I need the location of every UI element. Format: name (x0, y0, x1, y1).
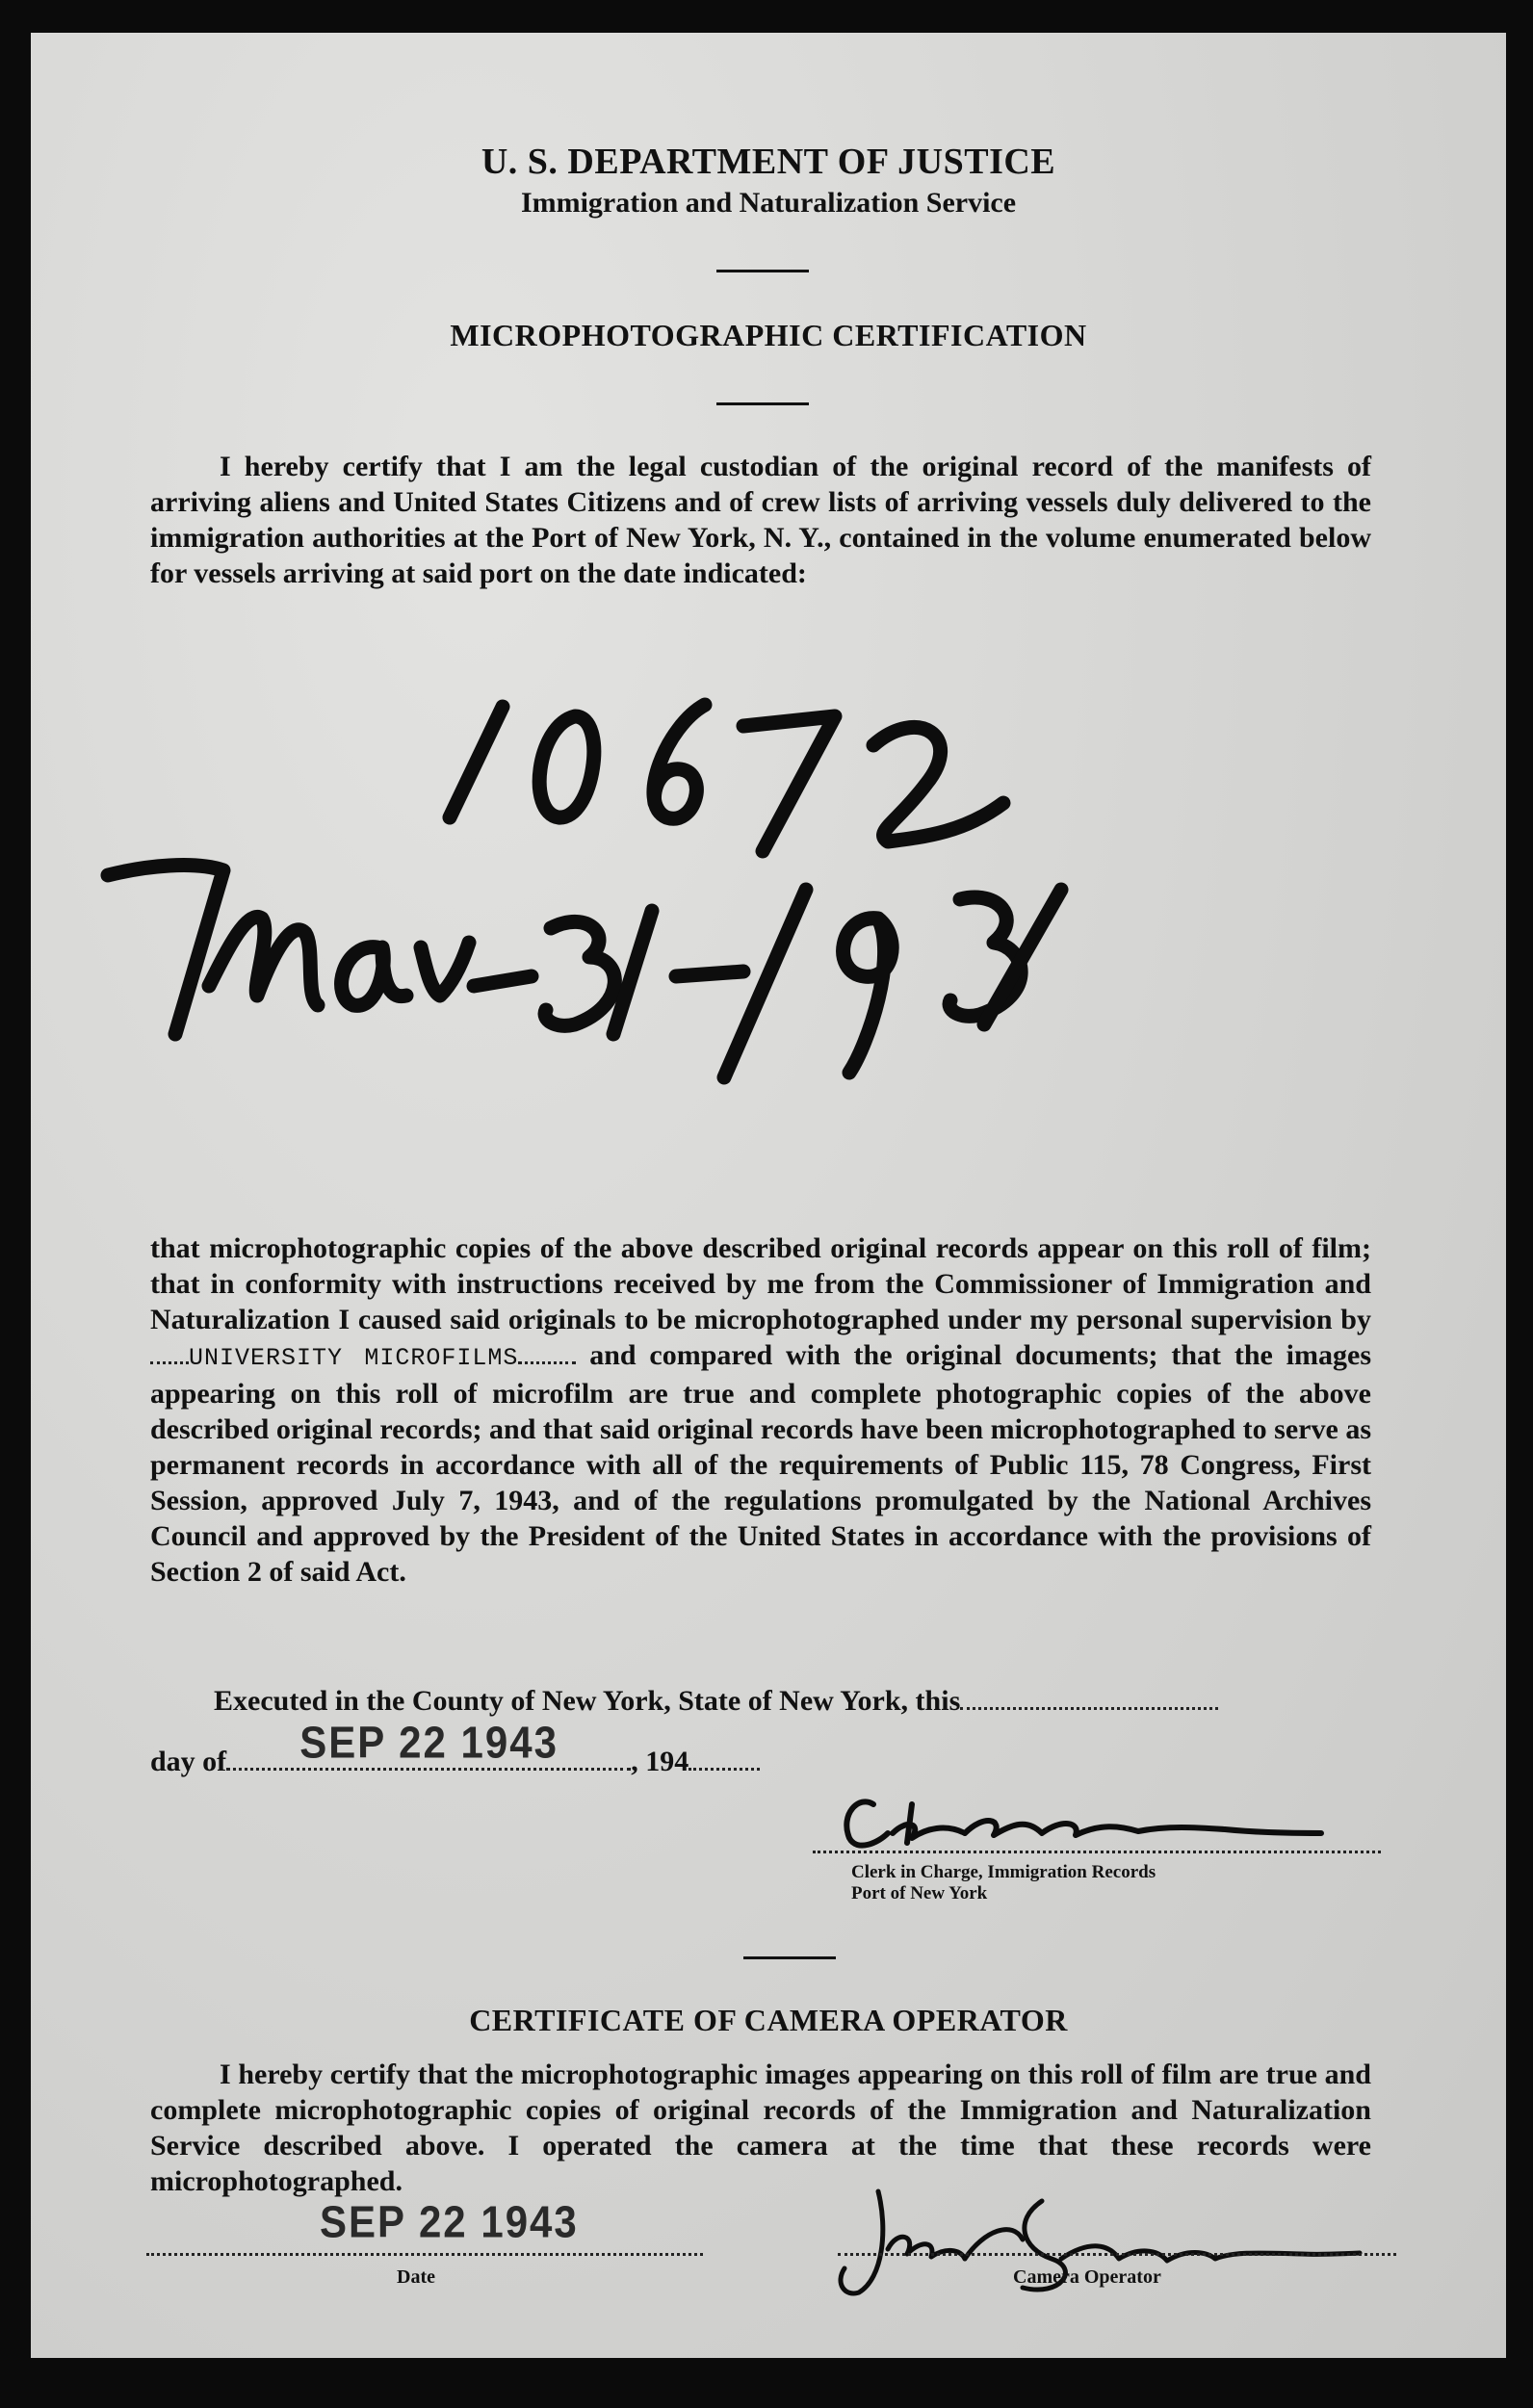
camera-certificate-title: CERTIFICATE OF CAMERA OPERATOR (469, 2003, 1068, 2037)
microphotography-statement (150, 1230, 1371, 1590)
fill-line (226, 1717, 631, 1771)
fill-line (689, 1747, 760, 1771)
executed-text: Executed in the County of New York, State of New York, this (214, 1685, 961, 1717)
date-stamp: SEP 22 1943 (320, 2196, 579, 2247)
clerk-signature (820, 1766, 1379, 1862)
divider (716, 270, 809, 272)
certification-title: MICROPHOTOGRAPHIC CERTIFICATION (450, 318, 1087, 352)
statement-text-before: that microphotographic copies of the above described original records appear on this roll of film; that in conformity with instructions received by me from the Commissioner of Immigration and Naturalization I caused said originals to be microphotographed under my personal supervision by (150, 1232, 1371, 1335)
operator-signature-line (838, 2253, 1396, 2256)
clerk-title: Clerk in Charge, Immigration Records (851, 1862, 1156, 1882)
camera-operator-statement: I hereby certify that the microphotographic images appearing on this roll of film are true and complete microphotographic copies of original records of the Immigration and Naturalization Service described above. I operated the camera at the time that these records were microphotographed. (150, 2058, 1371, 2197)
executed-line (214, 1685, 1218, 1718)
date-line (146, 2253, 703, 2256)
fill-line (960, 1686, 1218, 1710)
photographer-name: UNIVERSITY MICROFILMS (189, 1344, 519, 1372)
fill-line (518, 1342, 576, 1364)
certificate-document (31, 33, 1506, 2358)
custodian-statement: I hereby certify that I am the legal custodian of the original record of the manifests of arriving aliens and United States Citizens and of crew lists of arriving vessels duly delivered to the immigration authorities at the Port of New York, N. Y., contained in the volume enumerated below for vessels arriving at said port on the date indicated: (150, 451, 1371, 589)
date-stamp: SEP 22 1943 (299, 1717, 559, 1768)
fill-line (150, 1342, 189, 1364)
divider (716, 402, 809, 405)
camera-operator-label: Camera Operator (1013, 2266, 1161, 2288)
service-heading: Immigration and Naturalization Service (520, 187, 1017, 219)
statement-text-after: and compared with the original documents; that the images appearing on this roll of microfilm are true and complete photographic copies of the above described original records; and that said original records have been microphotographed to serve as permanent records in accordance with all of the requirements of Public 115, 78 Congress, First Session, approved July 7, 1943, and of the regulations promulgated by the National Archives Council and approved by the President of the United States in accordance with the provisions of Section 2 of said Act. (150, 1339, 1372, 1588)
agency-heading: U. S. DEPARTMENT OF JUSTICE (481, 142, 1056, 182)
year-prefix: , 194 (631, 1746, 689, 1777)
date-label: Date (397, 2266, 435, 2288)
divider (743, 1956, 836, 1959)
signature-line (813, 1851, 1381, 1853)
day-of-line (150, 1717, 760, 1778)
clerk-office: Port of New York (851, 1883, 988, 1903)
day-of-label: day of (150, 1746, 227, 1777)
handwritten-volume-and-date (89, 659, 1437, 1178)
